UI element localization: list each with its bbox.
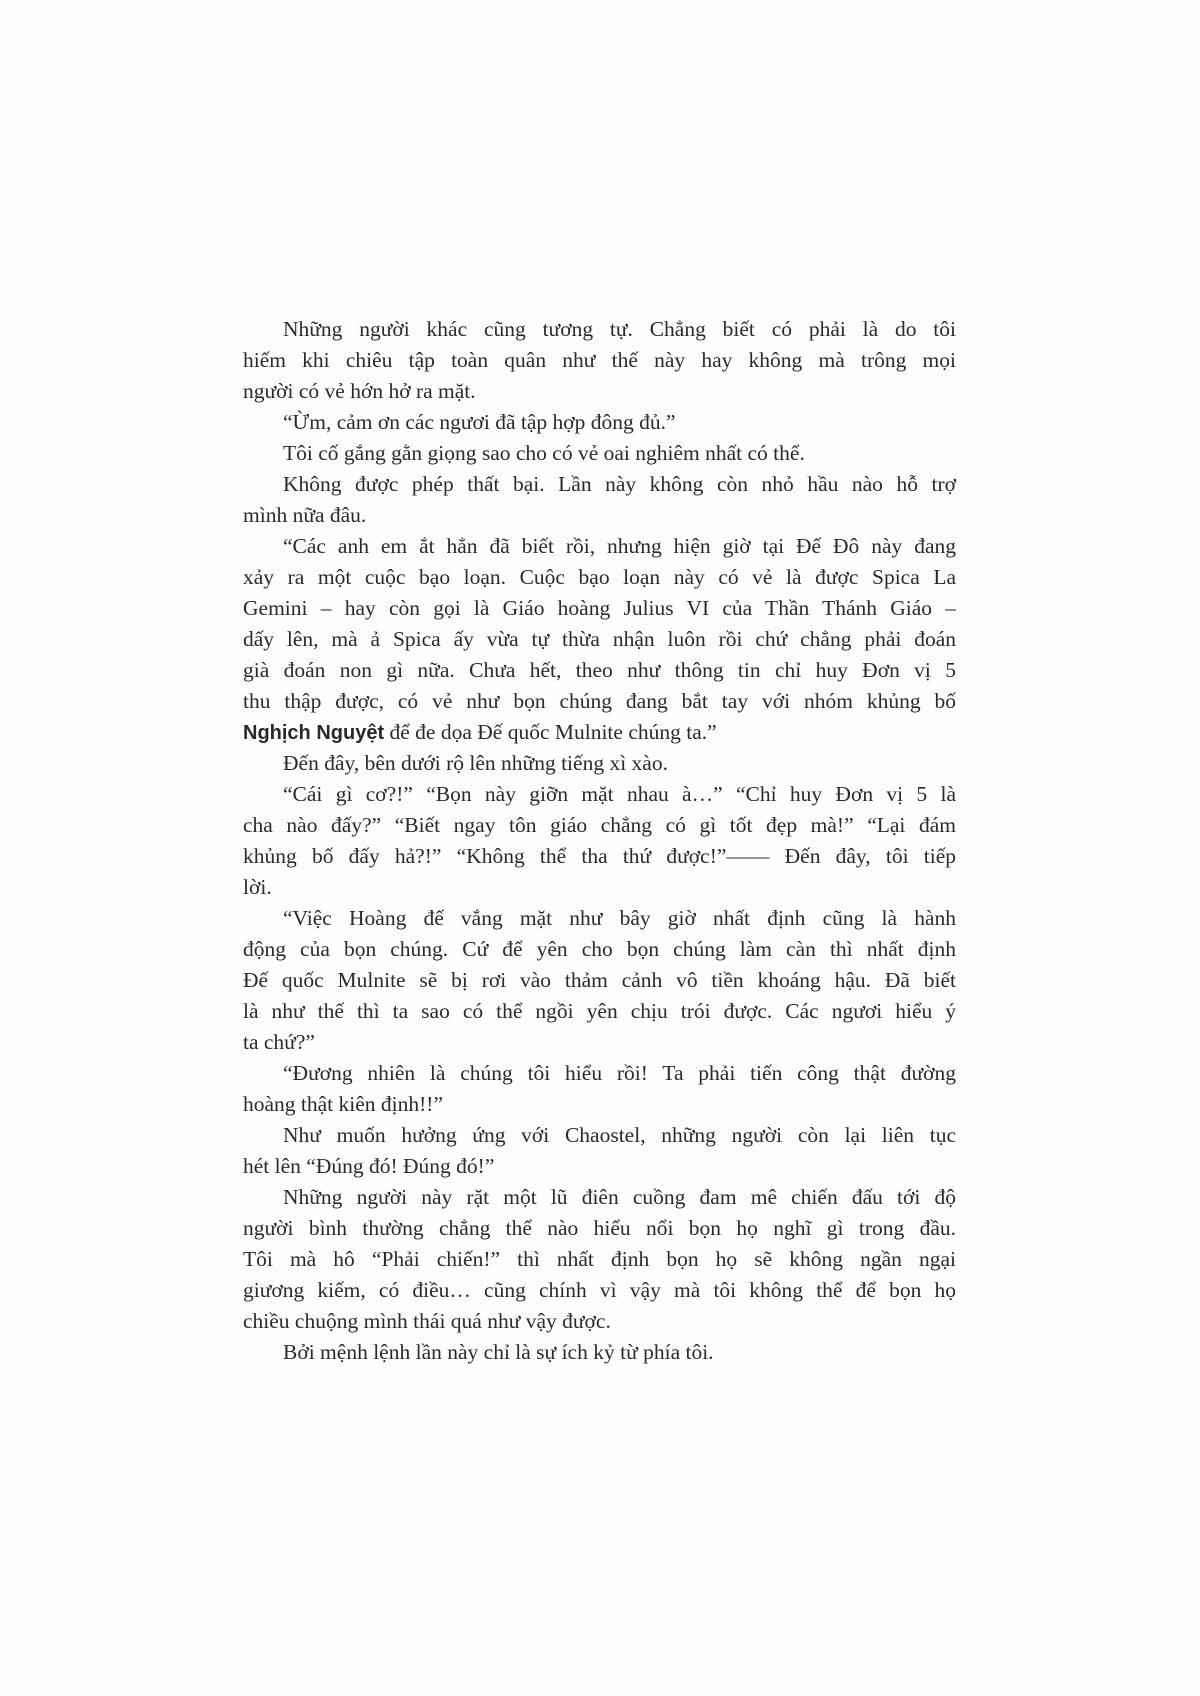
- text-line: mình nữa đâu.: [243, 503, 367, 527]
- text-line: hoàng thật kiên định!!”: [243, 1092, 444, 1116]
- paragraph: [243, 1337, 956, 1368]
- paragraph: [243, 438, 956, 469]
- text-line: Gemini – hay còn gọi là Giáo hoàng Julius VI của Thần Thánh Giáo –: [243, 596, 956, 620]
- text-line: Những người này rặt một lũ điên cuồng đam mê chiến đấu tới độ: [283, 1185, 956, 1209]
- paragraph: [243, 779, 956, 903]
- text-line: Đế quốc Mulnite sẽ bị rơi vào thảm cảnh vô tiền khoáng hậu. Đã biết: [243, 968, 956, 992]
- paragraph: [243, 1058, 956, 1120]
- paragraph: [243, 531, 956, 748]
- paragraph: [243, 314, 956, 407]
- text-line: dấy lên, mà ả Spica ấy vừa tự thừa nhận luôn rồi chứ chẳng phải đoán: [243, 627, 956, 651]
- text-line: lời.: [243, 875, 272, 899]
- text-line: động của bọn chúng. Cứ để yên cho bọn chúng làm càn thì nhất định: [243, 937, 956, 961]
- text-line: Tôi mà hô “Phải chiến!” thì nhất định bọn họ sẽ không ngần ngại: [243, 1247, 956, 1271]
- body-text: [243, 314, 956, 1368]
- text-line: “Cái gì cơ?!” “Bọn này giỡn mặt nhau à…” “Chỉ huy Đơn vị 5 là: [283, 782, 956, 806]
- text-line: ta chứ?”: [243, 1030, 315, 1054]
- text-line: hét lên “Đúng đó! Đúng đó!”: [243, 1154, 495, 1178]
- text-line: già đoán non gì nữa. Chưa hết, theo như thông tin chỉ huy Đơn vị 5: [243, 658, 956, 682]
- text-line: Tôi cố gắng gằn giọng sao cho có vẻ oai nghiêm nhất có thể.: [283, 441, 805, 465]
- text-line: [243, 717, 956, 748]
- paragraph: [243, 407, 956, 438]
- text-line: thu thập được, có vẻ như bọn chúng đang bắt tay với nhóm khủng bố: [243, 689, 956, 713]
- text-line: người có vẻ hớn hở ra mặt.: [243, 379, 476, 403]
- text-line: “Việc Hoàng đế vắng mặt như bây giờ nhất định cũng là hành: [283, 906, 956, 930]
- text-line: cha nào đấy?” “Biết ngay tôn giáo chẳng có gì tốt đẹp mà!” “Lại đám: [243, 813, 956, 837]
- paragraph: [243, 748, 956, 779]
- paragraph: [243, 469, 956, 531]
- text-line: là như thế thì ta sao có thể ngồi yên chịu trói được. Các ngươi hiểu ý: [243, 999, 956, 1023]
- text-line: hiếm khi chiêu tập toàn quân như thế này hay không mà trông mọi: [243, 348, 956, 372]
- text-line: “Các anh em ắt hẳn đã biết rồi, nhưng hiện giờ tại Đế Đô này đang: [283, 534, 956, 558]
- text-line: “Ừm, cảm ơn các ngươi đã tập hợp đông đủ.”: [283, 410, 676, 434]
- text-line: Như muốn hưởng ứng với Chaostel, những người còn lại liên tục: [283, 1123, 956, 1147]
- text-line: Những người khác cũng tương tự. Chẳng biết có phải là do tôi: [283, 317, 956, 341]
- text-line: Bởi mệnh lệnh lần này chỉ là sự ích kỷ từ phía tôi.: [283, 1340, 714, 1364]
- text-line: khủng bố đấy hả?!” “Không thể tha thứ được!”—— Đến đây, tôi tiếp: [243, 844, 956, 868]
- paragraph: [243, 903, 956, 1058]
- text-line: “Đương nhiên là chúng tôi hiểu rồi! Ta phải tiến công thật đường: [283, 1061, 956, 1085]
- text-line: xảy ra một cuộc bạo loạn. Cuộc bạo loạn này có vẻ là được Spica La: [243, 565, 956, 589]
- paragraph: [243, 1182, 956, 1337]
- text-run: để đe dọa Đế quốc Mulnite chúng ta.”: [384, 720, 717, 744]
- text-line: Đến đây, bên dưới rộ lên những tiếng xì xào.: [283, 751, 668, 775]
- text-line: Không được phép thất bại. Lần này không còn nhỏ hầu nào hỗ trợ: [283, 472, 956, 496]
- text-line: người bình thường chẳng thể nào hiểu nổi bọn họ nghĩ gì trong đầu.: [243, 1216, 956, 1240]
- bold-term: Nghịch Nguyệt: [243, 722, 385, 744]
- text-line: chiều chuộng mình thái quá như vậy được.: [243, 1309, 611, 1333]
- paragraph: [243, 1120, 956, 1182]
- text-line: giương kiếm, có điều… cũng chính vì vậy mà tôi không thể để bọn họ: [243, 1278, 956, 1302]
